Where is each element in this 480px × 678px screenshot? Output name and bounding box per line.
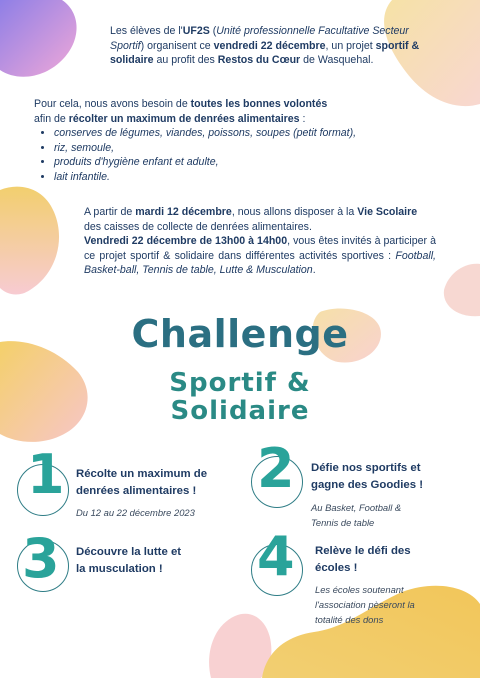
intro-text: , un projet <box>325 39 376 52</box>
step-3-title <box>76 544 246 578</box>
needs-text: afin de <box>34 112 69 125</box>
step-2-title-line: Défie nos sportifs et <box>311 462 421 474</box>
collection-start-date: mardi 12 décembre <box>135 206 232 218</box>
intro-uf2s-definition: Unité professionnelle Facultative Secteur Sportif <box>110 25 409 52</box>
step-2-detail-line: Tennis de table <box>311 517 375 528</box>
donation-list <box>34 126 454 184</box>
collection-info <box>84 205 436 234</box>
step-1-title-line: Récolte un maximum de <box>76 468 208 480</box>
intro-charity: Restos du Cœur <box>217 54 301 67</box>
step-1-title <box>76 466 246 500</box>
schedule-text: , vous êtes invités à participer à ce projet sportif & solidaire dans différentes activités sportives : <box>84 235 436 262</box>
challenge-title: Challenge <box>131 312 349 356</box>
schedule-text: A partir de <box>84 206 136 218</box>
step-4-detail-line: l'association pèseront la <box>315 599 415 610</box>
intro-event-date: vendredi 22 décembre <box>213 39 326 52</box>
needs-volunteers: toutes les bonnes volontés <box>190 98 328 110</box>
step-4-detail-line: totalité des dons <box>315 614 384 625</box>
schedule-text: . <box>312 264 316 277</box>
step-4-number: 4 <box>257 525 295 588</box>
step-3-title-line: la musculation ! <box>76 563 163 575</box>
challenge-subtitle-line1: Sportif & <box>169 368 311 398</box>
step-2-title <box>311 460 471 494</box>
intro-paragraph <box>110 24 428 68</box>
step-4-detail <box>315 582 475 627</box>
step-3-title-line: Découvre la lutte et <box>76 546 182 558</box>
donation-item: • conserves de légumes, viandes, poissons, soupes (petit format), <box>54 126 454 141</box>
donation-item: • produits d'hygiène enfant et adulte, <box>54 155 454 170</box>
needs-goal: récolter un maximum de denrées alimentaires <box>68 112 300 125</box>
challenge-subtitle-line2: Solidaire <box>170 396 310 426</box>
schedule-text: des caisses de collecte de denrées alimentaires. <box>84 220 312 233</box>
step-2-number: 2 <box>257 437 295 500</box>
step-1-number: 1 <box>27 443 65 506</box>
step-4-title-line: Relève le défi des <box>315 545 411 557</box>
activity-list: Football, Basket-ball, Tennis de table, Lutte & Musculation <box>84 249 436 277</box>
step-4-title <box>315 543 470 577</box>
schedule-text: , nous allons disposer à la <box>231 206 358 218</box>
intro-text: Les élèves de l' <box>110 25 183 37</box>
intro-text: ) organisent ce <box>140 39 214 52</box>
schedule-paragraph <box>84 205 436 278</box>
decorative-blob-left-middle <box>0 182 70 297</box>
step-4-detail-line: Les écoles soutenant <box>315 584 404 595</box>
step-4-title-line: écoles ! <box>315 562 358 574</box>
intro-project-type: sportif & solidaire <box>110 39 420 67</box>
step-2-title-line: gagne des Goodies ! <box>311 479 424 491</box>
donation-item: • lait infantile. <box>54 170 454 185</box>
step-2-detail <box>311 500 471 530</box>
needs-text: Pour cela, nous avons besoin de <box>34 98 191 110</box>
intro-uf2s: UF2S <box>182 25 210 37</box>
step-2-detail-line: Au Basket, Football & <box>311 502 402 513</box>
step-3-number: 3 <box>22 527 60 590</box>
needs-text: : <box>299 112 306 125</box>
intro-text: au profit des <box>153 54 218 67</box>
step-1-detail: Du 12 au 22 décembre 2023 <box>76 507 195 518</box>
needs-paragraph <box>34 97 454 185</box>
collection-location: Vie Scolaire <box>357 206 418 218</box>
decorative-blob-purple <box>0 0 110 95</box>
intro-text: de Wasquehal. <box>300 54 374 67</box>
donation-item: • riz, semoule, <box>54 141 454 156</box>
intro-text: ( <box>209 25 217 37</box>
step-1-title-line: denrées alimentaires ! <box>76 485 197 497</box>
decorative-blob-right-middle <box>438 262 480 318</box>
event-datetime: Vendredi 22 décembre de 13h00 à 14h00 <box>84 235 288 248</box>
event-info <box>84 234 436 278</box>
